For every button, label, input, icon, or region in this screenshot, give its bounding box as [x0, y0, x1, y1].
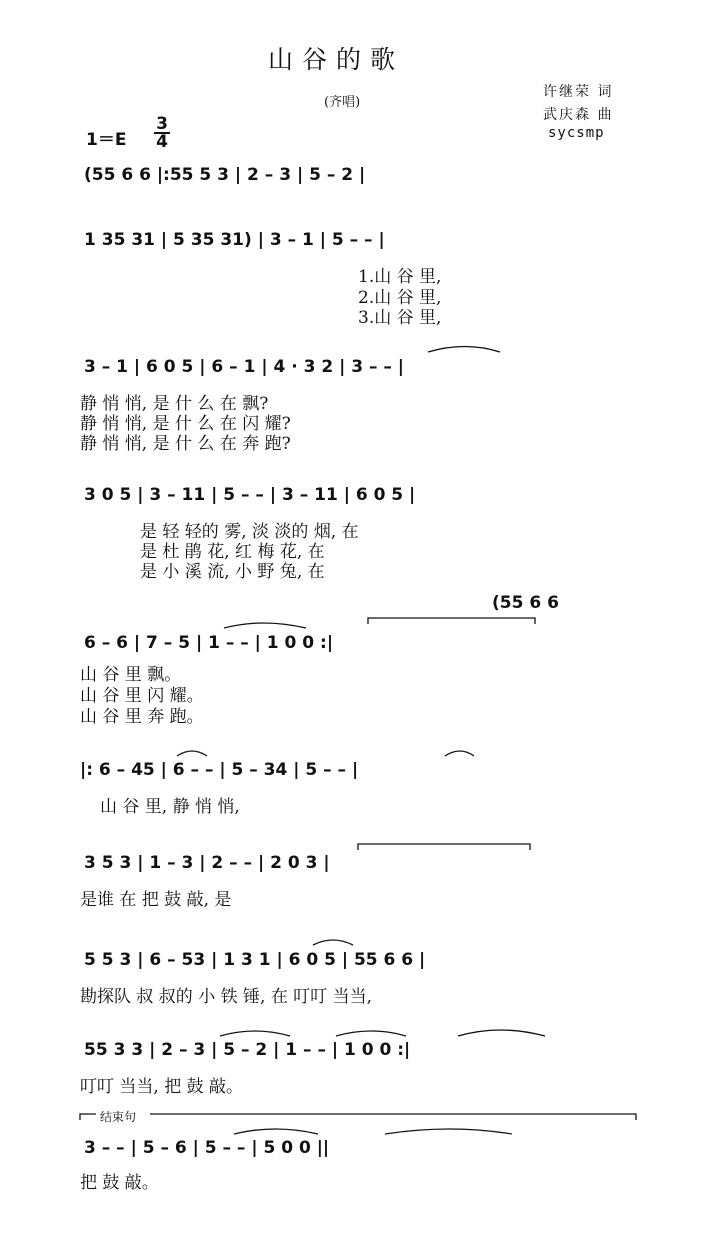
lyricist-credit: 许继荣 词: [543, 84, 614, 100]
staff-2-notation: 1 35 31 | 5 35 31) | 3 – 1 | 5 – – |: [84, 230, 385, 250]
slur-staff10: [234, 1129, 318, 1134]
slur-staff9c: [458, 1030, 545, 1036]
slur-staff9b: [336, 1031, 406, 1036]
slur-staff3: [428, 347, 500, 353]
staff-5-notation: 6 – 6 | 7 – 5 | 1 – – | 1 0 0 :|: [84, 633, 334, 653]
ending-label: 结束句: [100, 1110, 137, 1124]
staff-6-lyric-1: 山 谷 里, 静 悄 悄,: [100, 797, 240, 817]
staff-5-lyric-2: 山 谷 里 闪 耀。: [80, 686, 204, 706]
ending-bracket: [80, 1114, 636, 1120]
staff-8-notation: 5 5 3 | 6 – 53 | 1 3 1 | 6 0 5 | 55 6 6 |: [84, 950, 426, 970]
uploader-tag: sycsmp: [548, 125, 605, 141]
slur-staff7: [358, 844, 530, 850]
staff-5-lead-in: (55 6 6: [492, 593, 559, 613]
staff-3-lyric-2: 静 悄 悄, 是 什 么 在 闪 耀?: [80, 414, 291, 434]
staff-7-lyric-1: 是谁 在 把 鼓 敲, 是: [80, 890, 232, 910]
staff-3-lyric-3: 静 悄 悄, 是 什 么 在 奔 跑?: [80, 434, 291, 454]
staff-3-lyric-1: 静 悄 悄, 是 什 么 在 飘?: [80, 394, 269, 414]
slur-staff6a: [177, 751, 207, 756]
staff-2-lyric-1: 1.山 谷 里,: [358, 267, 442, 287]
staff-9-notation: 55 3 3 | 2 – 3 | 5 – 2 | 1 – – | 1 0 0 :|: [84, 1040, 411, 1060]
staff-4-lyric-2: 是 杜 鹃 花, 红 梅 花, 在: [140, 542, 325, 562]
staff-10-lyric-1: 把 鼓 敲。: [80, 1173, 159, 1193]
staff-4-lyric-3: 是 小 溪 流, 小 野 兔, 在: [140, 562, 325, 582]
staff-9-lyric-1: 叮叮 当当, 把 鼓 敲。: [80, 1077, 244, 1097]
staff-4-notation: 3 0 5 | 3 – 11 | 5 – – | 3 – 11 | 6 0 5 |: [84, 485, 416, 505]
composer-credit: 武庆森 曲: [543, 107, 614, 123]
staff-2-lyric-3: 3.山 谷 里,: [358, 308, 442, 328]
staff-1-notation: (55 6 6 |:55 5 3 | 2 – 3 | 5 – 2 |: [84, 165, 366, 185]
staff-7-notation: 3 5 3 | 1 – 3 | 2 – – | 2 0 3 |: [84, 853, 330, 873]
staff-8-lyric-1: 勘探队 叔 叔的 小 铁 锤, 在 叮叮 当当,: [80, 987, 373, 1007]
time-denominator: 4: [154, 132, 170, 150]
slur-staff6b: [445, 751, 474, 756]
time-numerator: 3: [156, 114, 168, 134]
staff-5-lyric-3: 山 谷 里 奔 跑。: [80, 707, 204, 727]
staff-3-notation: 3 – 1 | 6 0 5 | 6 – 1 | 4 · 3 2 | 3 – – |: [84, 357, 404, 377]
slur-staff8: [313, 940, 353, 945]
staff-2-lyric-2: 2.山 谷 里,: [358, 288, 442, 308]
staff-6-notation: |: 6 – 45 | 6 – – | 5 – 34 | 5 – – |: [80, 760, 359, 780]
slur-staff5a: [224, 623, 306, 628]
slur-staff9a: [220, 1031, 290, 1036]
staff-5-lyric-1: 山 谷 里 飘。: [80, 665, 182, 685]
song-title: 山谷的歌: [268, 45, 405, 74]
staff-4-lyric-1: 是 轻 轻的 雾, 淡 淡的 烟, 在: [140, 522, 359, 542]
slur-staff10b: [385, 1129, 512, 1134]
performance-mode: (齐唱): [324, 95, 361, 110]
slur-staff5b: [368, 618, 535, 624]
staff-10-notation: 3 – – | 5 – 6 | 5 – – | 5 0 0 ||: [84, 1138, 330, 1158]
key-signature: 1＝E: [86, 130, 127, 150]
